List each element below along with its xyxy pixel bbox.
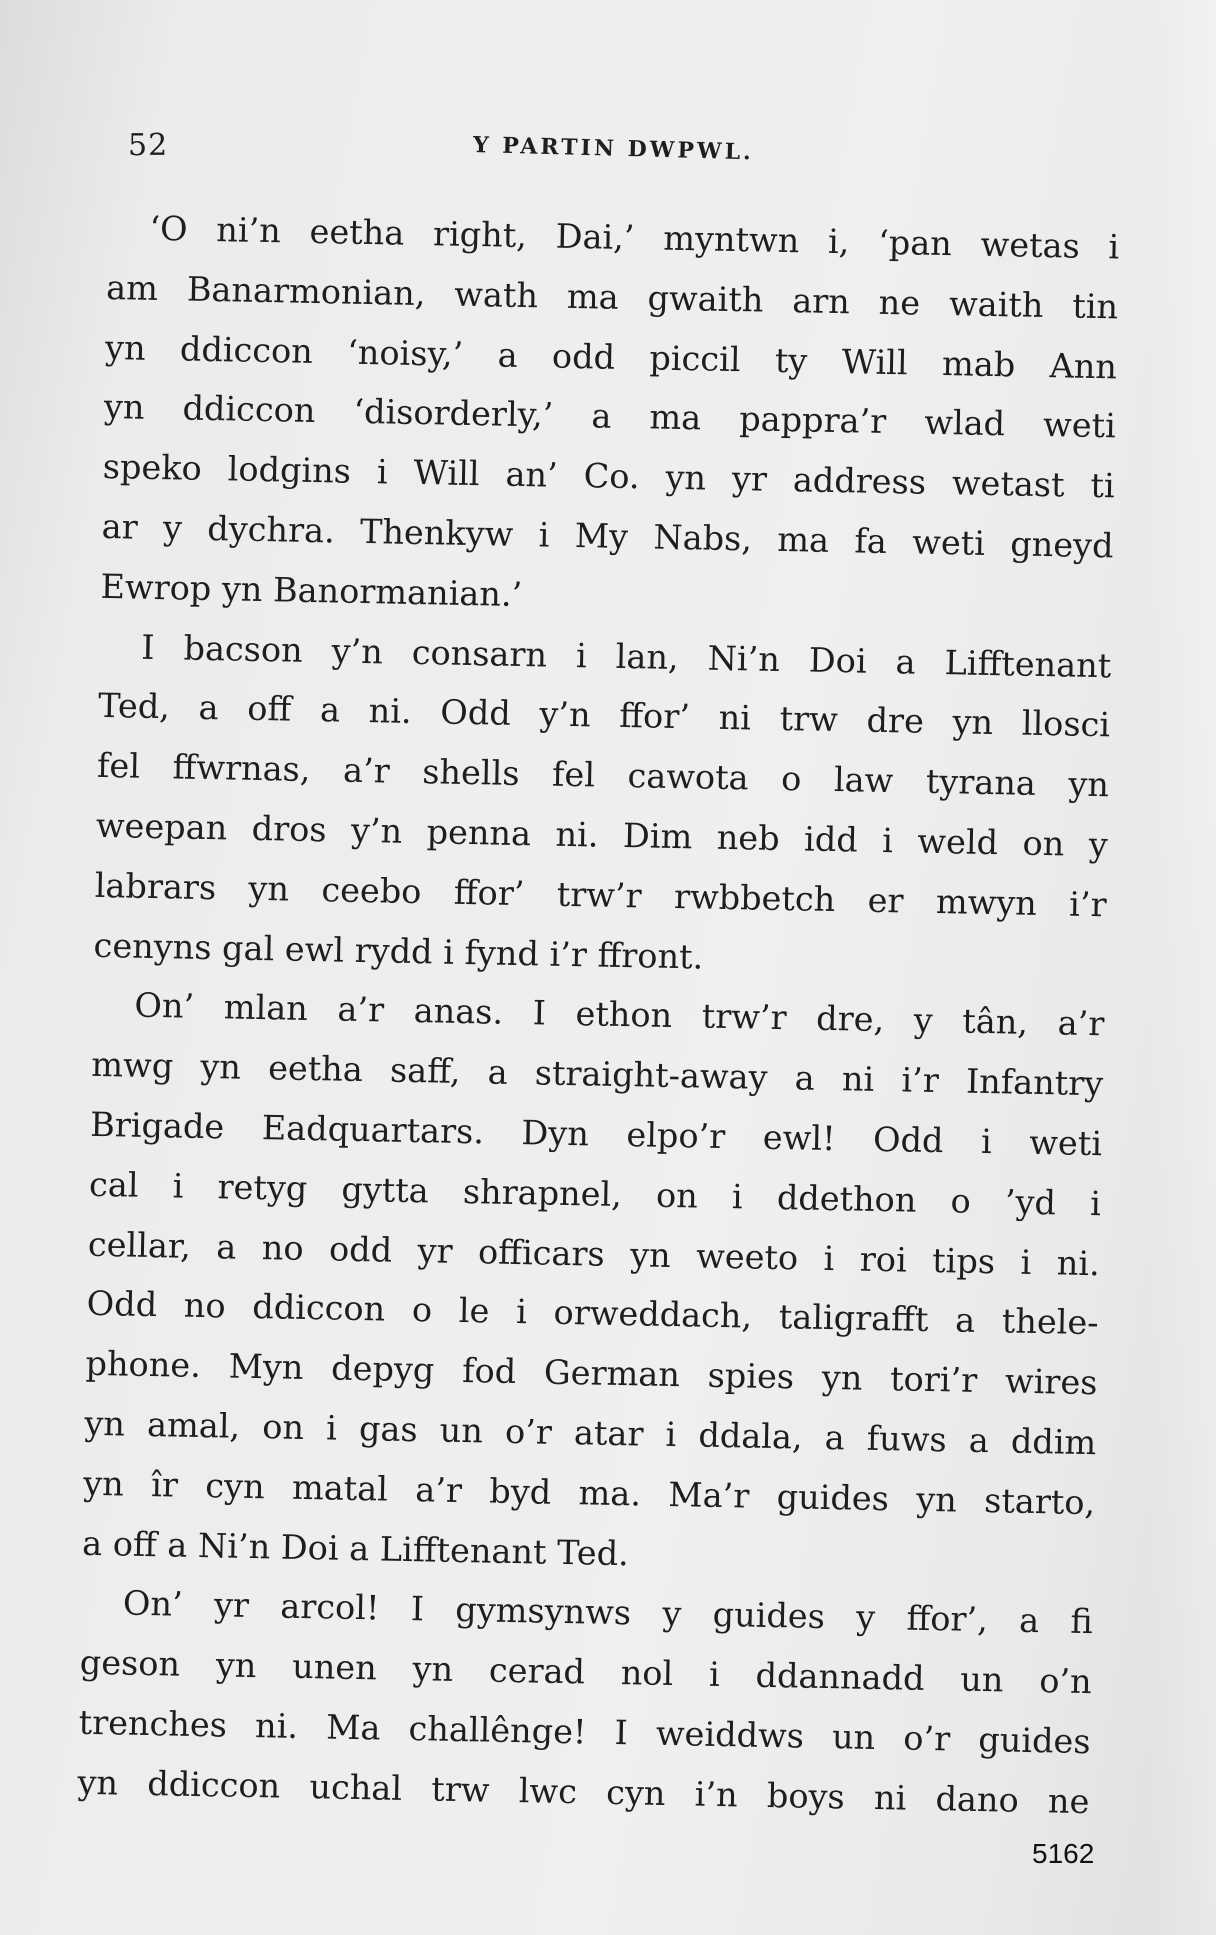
- text-line: weepan dros y’n penna ni. Dim neb idd i weld on y: [95, 805, 1109, 865]
- text-line: ar y dychra. Thenkyw i My Nabs, ma fa weti gneyd: [101, 506, 1114, 566]
- text-line: am Banarmonian, wath ma gwaith arn ne waith tin: [105, 267, 1119, 327]
- text-line: Odd no ddiccon o le i orweddach, taligrafft a thele-: [86, 1284, 1099, 1343]
- text-line: Ewrop yn Banormanian.’: [100, 566, 523, 614]
- running-title: Y PARTIN DWPWL.: [472, 132, 755, 166]
- text-line: yn ddiccon ‘noisy,’ a odd piccil ty Will mab Ann: [104, 327, 1118, 386]
- text-line: a off a Ni’n Doi a Lifftenant Ted.: [81, 1523, 630, 1573]
- text-line: labrars yn ceebo ffor’ trw’r rwbbetch er mwyn i’r: [94, 865, 1107, 925]
- text-line: Ted, a off a ni. Odd y’n ffor’ ni trw dre yn llosci: [97, 686, 1111, 745]
- text-line: cellar, a no odd yr officars yn weeto i roi tips i ni.: [87, 1224, 1101, 1283]
- text-line: On’ mlan a’r anas. I ethon trw’r dre, y tân, a’r: [134, 986, 1105, 1044]
- text-line: speko lodgins i Will an’ Co. yn yr address wetast ti: [102, 447, 1116, 506]
- text-line: Brigade Eadquartars. Dyn elpo’r ewl! Odd i weti: [89, 1104, 1103, 1164]
- paragraph: [77, 1573, 1111, 1832]
- body-text: [77, 198, 1138, 1832]
- text-line: trenches ni. Ma challênge! I weiddws un o’r guides: [78, 1702, 1091, 1762]
- text-line: fel ffwrnas, a’r shells fel cawota o law tyrana yn: [96, 746, 1110, 805]
- page-header: [128, 118, 828, 168]
- page-number: 52: [128, 128, 169, 163]
- page-edge-shading: [1146, 0, 1216, 1935]
- text-line: I bacson y’n consarn i lan, Ni’n Doi a Lifftenant: [141, 627, 1112, 685]
- text-line: geson yn unen yn cerad nol i ddannadd un o’n: [79, 1642, 1093, 1702]
- text-line: On’ yr arcol! I gymsynws y guides y ffor’, a fi: [122, 1583, 1094, 1642]
- archive-number: 5162: [1032, 1838, 1095, 1869]
- text-line: yn îr cyn matal a’r byd ma. Ma’r guides yn starto,: [82, 1463, 1096, 1522]
- text-line: yn amal, on i gas un o’r atar i ddala, a fuws a ddim: [84, 1403, 1097, 1463]
- text-line: ‘O ni’n eetha right, Dai,’ myntwn i, ‘pan wetas i: [149, 208, 1120, 267]
- text-line: mwg yn eetha saff, a straight-away a ni i’r Infantry: [90, 1045, 1104, 1104]
- paragraph: [93, 617, 1130, 995]
- text-line: cal i retyg gytta shrapnel, on i ddethon o ’yd i: [88, 1164, 1102, 1223]
- text-line: cenyns gal ewl rydd i fynd i’r ffront.: [93, 925, 704, 977]
- paragraph: [100, 198, 1138, 636]
- text-line: yn ddiccon ‘disorderly,’ a ma pappra’r wlad weti: [103, 387, 1117, 446]
- paragraph: [82, 975, 1123, 1593]
- text-line: phone. Myn depyg fod German spies yn tori’r wires: [85, 1343, 1098, 1403]
- text-line: yn ddiccon uchal trw lwc cyn i’n boys ni dano ne: [77, 1762, 1090, 1821]
